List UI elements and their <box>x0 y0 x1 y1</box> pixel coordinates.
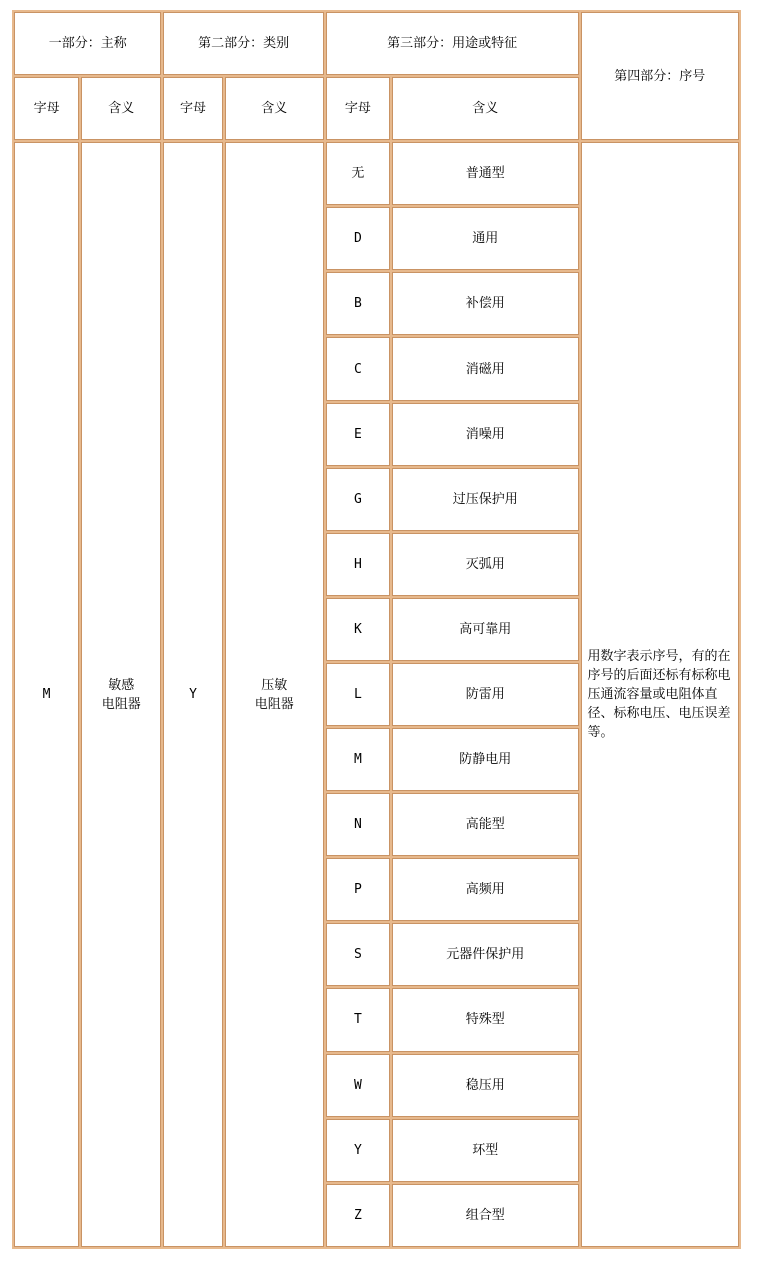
part3-meaning: 过压保护用 <box>392 468 579 531</box>
header-meaning: 含义 <box>81 77 161 140</box>
part3-meaning: 消噪用 <box>392 403 579 466</box>
part3-letter: G <box>326 468 390 531</box>
part1-meaning <box>81 142 161 1247</box>
part3-meaning: 稳压用 <box>392 1054 579 1117</box>
part3-letter: L <box>326 663 390 726</box>
part3-meaning: 高可靠用 <box>392 598 579 661</box>
part3-meaning: 灭弧用 <box>392 533 579 596</box>
part3-letter: Z <box>326 1184 390 1247</box>
part3-letter: 无 <box>326 142 390 205</box>
part3-meaning: 防雷用 <box>392 663 579 726</box>
part3-meaning: 高频用 <box>392 858 579 921</box>
part3-letter: M <box>326 728 390 791</box>
part3-letter: N <box>326 793 390 856</box>
part3-letter: C <box>326 337 390 400</box>
part3-meaning: 防静电用 <box>392 728 579 791</box>
part1-meaning-line: 敏感 <box>108 677 135 693</box>
part3-letter: W <box>326 1054 390 1117</box>
header-meaning: 含义 <box>225 77 324 140</box>
header-letter: 字母 <box>326 77 390 140</box>
table-row <box>14 142 739 205</box>
part3-letter: H <box>326 533 390 596</box>
part3-meaning: 元器件保护用 <box>392 923 579 986</box>
header-letter: 字母 <box>163 77 222 140</box>
part3-meaning: 普通型 <box>392 142 579 205</box>
part2-letter: Y <box>163 142 222 1247</box>
part3-meaning: 特殊型 <box>392 988 579 1051</box>
part3-meaning: 补偿用 <box>392 272 579 335</box>
part1-meaning-line: 电阻器 <box>101 696 141 712</box>
part3-letter: D <box>326 207 390 270</box>
part3-letter: K <box>326 598 390 661</box>
part2-meaning-line: 电阻器 <box>254 696 294 712</box>
part3-meaning: 消磁用 <box>392 337 579 400</box>
part3-meaning: 通用 <box>392 207 579 270</box>
part2-meaning <box>225 142 324 1247</box>
header-part3: 第三部分：用途或特征 <box>326 12 579 75</box>
part3-letter: B <box>326 272 390 335</box>
part3-letter: E <box>326 403 390 466</box>
part3-letter: T <box>326 988 390 1051</box>
part3-meaning: 组合型 <box>392 1184 579 1247</box>
header-part1: 一部分：主称 <box>14 12 161 75</box>
part3-meaning: 高能型 <box>392 793 579 856</box>
part3-letter: Y <box>326 1119 390 1182</box>
part4-description: 用数字表示序号，有的在序号的后面还标有标称电压通流容量或电阻体直径、标称电压、电压误差等。 <box>581 142 739 1247</box>
part3-letter: P <box>326 858 390 921</box>
resistor-naming-table <box>12 10 741 1249</box>
part3-letter: S <box>326 923 390 986</box>
header-letter: 字母 <box>14 77 79 140</box>
part2-meaning-line: 压敏 <box>261 677 288 693</box>
part3-meaning: 环型 <box>392 1119 579 1182</box>
header-meaning: 含义 <box>392 77 579 140</box>
header-part4: 第四部分：序号 <box>581 12 739 140</box>
header-part2: 第二部分：类别 <box>163 12 323 75</box>
part1-letter: M <box>14 142 79 1247</box>
